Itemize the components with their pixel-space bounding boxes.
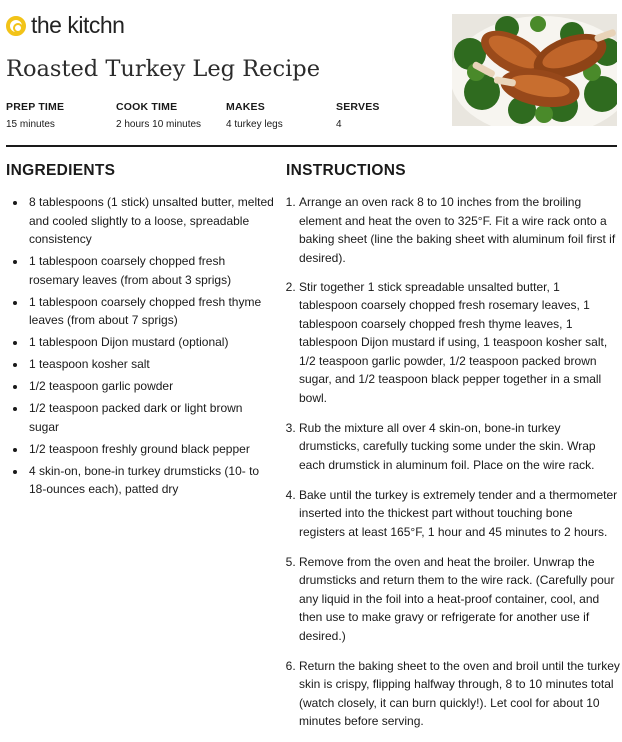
meta-label: SERVES [336,101,380,113]
ingredient-item: • 1 tablespoon coarsely chopped fresh rosemary leaves (from about 3 sprigs) [27,252,274,289]
recipe-title: Roasted Turkey Leg Recipe [6,56,321,82]
instruction-step: 6. Return the baking sheet to the oven and broil until the turkey skin is crispy, flipping halfway through, 8 to 10 minutes total (watch closely, it can burn quickly!). Let cool for about 10 minutes before serving. [299,657,621,731]
serves [336,101,446,130]
prep-time [6,101,116,130]
ingredient-item: • 1/2 teaspoon packed dark or light brown sugar [27,399,274,436]
ingredient-item: • 1 teaspoon kosher salt [27,355,274,374]
ingredients-list [6,193,274,502]
instruction-step: 2. Stir together 1 stick spreadable unsalted butter, 1 tablespoon coarsely chopped fresh rosemary leaves, 1 tablespoon coarsely chopped fresh thyme leaves, 1 tablespoon Dijon mustard if using, 1 teaspoon kosher salt, 1/2 teaspoon garlic powder, 1/2 teaspoon packed brown sugar, and 1/2 teaspoon black pepper together in a small bowl. [299,278,621,408]
ingredient-item: • 1 tablespoon coarsely chopped fresh thyme leaves (from about 7 sprigs) [27,293,274,330]
recipe-meta [6,101,446,130]
brand-name: the kitchn [31,12,125,38]
makes [226,101,336,130]
instruction-step: 4. Bake until the turkey is extremely tender and a thermometer inserted into the thickest part without touching bone registers at least 165°F, 1 hour and 45 minutes to 2 hours. [299,486,621,542]
ingredient-item: • 4 skin-on, bone-in turkey drumsticks (10- to 18-ounces each), patted dry [27,462,274,499]
instructions-heading: INSTRUCTIONS [286,162,406,179]
meta-value: 15 minutes [6,119,55,130]
ingredients-heading: INGREDIENTS [6,162,116,179]
section-divider [6,145,617,147]
ingredient-item: • 8 tablespoons (1 stick) unsalted butter, melted and cooled slightly to a loose, spreadable consistency [27,193,274,249]
kitchn-logo-icon [6,16,26,36]
meta-label: COOK TIME [116,101,178,113]
ingredient-item: • 1 tablespoon Dijon mustard (optional) [27,333,274,352]
meta-value: 2 hours 10 minutes [116,119,202,130]
cook-time [116,101,226,130]
turkey-drumsticks-photo [452,14,617,126]
ingredient-item: • 1/2 teaspoon garlic powder [27,377,274,396]
ingredient-item: • 1/2 teaspoon freshly ground black pepper [27,440,274,459]
instruction-step: 1. Arrange an oven rack 8 to 10 inches from the broiling element and heat the oven to 325°F. Fit a wire rack onto a baking sheet (line the baking sheet with aluminum foil first if desired). [299,193,621,267]
instructions-list [285,193,621,742]
brand-logo[interactable] [6,12,124,39]
meta-label: PREP TIME [6,101,65,113]
instruction-step: 3. Rub the mixture all over 4 skin-on, bone-in turkey drumsticks, carefully tucking some under the skin. Wrap each drumstick in aluminum foil. Place on the wire rack. [299,419,621,475]
meta-label: MAKES [226,101,265,113]
meta-value: 4 [336,119,342,130]
instruction-step: 5. Remove from the oven and heat the broiler. Unwrap the drumsticks and return them to the wire rack. (Carefully pour any liquid in the foil into a heat-proof container, cool, and then use to make gravy or refrigerate for another use if desired.) [299,553,621,646]
meta-value: 4 turkey legs [226,119,283,130]
